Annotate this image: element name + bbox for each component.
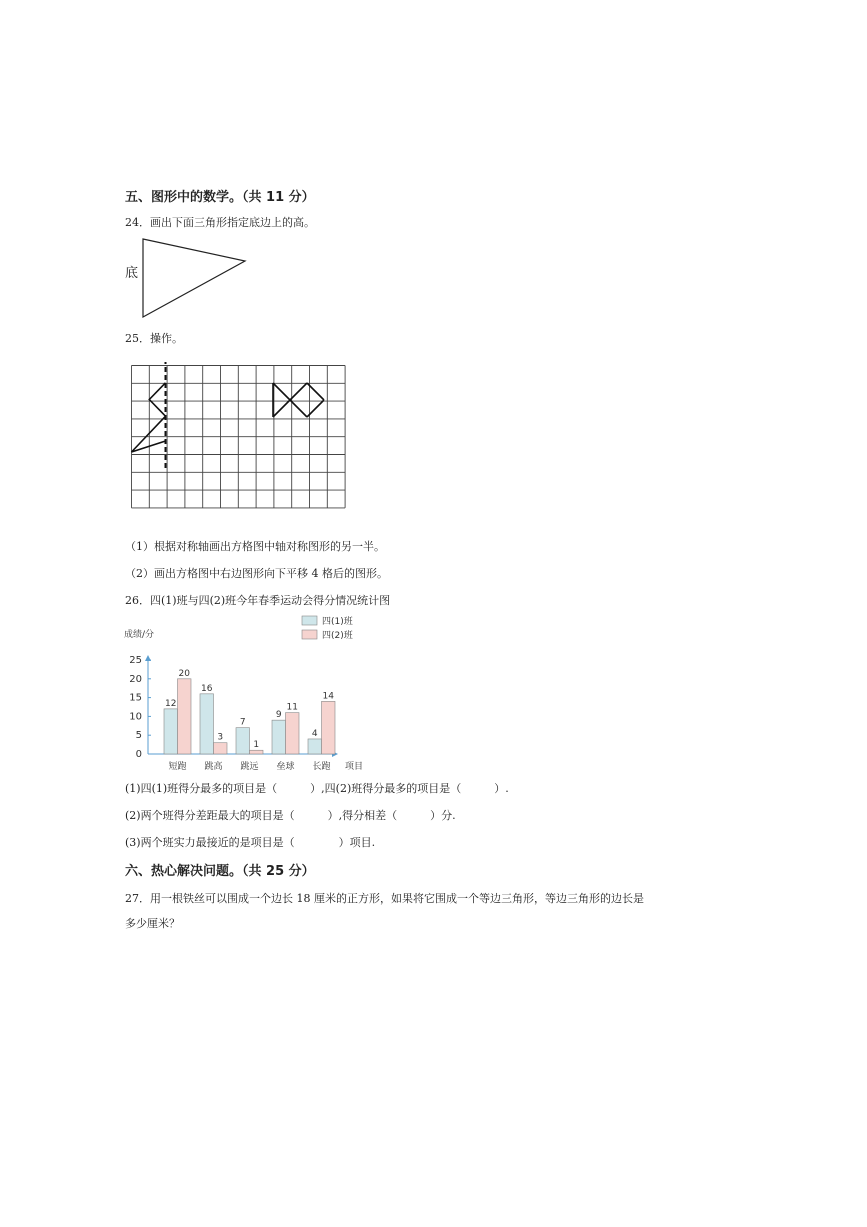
q24-text: 24．画出下面三角形指定底边上的高。 xyxy=(125,216,315,229)
bar xyxy=(214,743,228,754)
bar xyxy=(322,701,336,754)
y-tick-label: 0 xyxy=(135,749,142,760)
y-tick-label: 15 xyxy=(129,692,142,704)
bar xyxy=(308,739,322,754)
bar-chart xyxy=(115,612,385,774)
grid-lines xyxy=(132,366,346,508)
bar-value-label: 7 xyxy=(239,717,246,728)
q25-sub1: （1）根据对称轴画出方格图中轴对称图形的另一半。 xyxy=(125,540,385,553)
y-axis-label: 成绩/分 xyxy=(124,630,155,640)
q25-grid xyxy=(128,362,350,510)
chart-root xyxy=(124,615,363,772)
bar xyxy=(236,728,250,754)
q26-sub3: (3)两个班实力最接近的是项目是（ ）项目. xyxy=(125,836,376,849)
bowtie-figure xyxy=(273,383,324,417)
bar-value-label: 14 xyxy=(322,691,334,702)
bar xyxy=(250,750,264,754)
q27-line1: 27．用一根铁丝可以围成一个边长 18 厘米的正方形，如果将它围成一个等边三角形，等边三角形的边长是 xyxy=(125,892,644,905)
bar-value-label: 12 xyxy=(165,698,177,709)
legend-swatch xyxy=(302,616,317,625)
bar-value-label: 9 xyxy=(275,710,282,721)
bar xyxy=(178,679,192,754)
q25-sub2: （2）画出方格图中右边图形向下平移 4 格后的图形。 xyxy=(125,567,388,580)
bar-value-label: 20 xyxy=(178,668,190,679)
bar-value-label: 16 xyxy=(201,683,213,694)
q25-text: 25．操作。 xyxy=(125,332,183,345)
x-tick-label: 跳远 xyxy=(240,762,259,772)
bar xyxy=(200,694,214,754)
half-figure-top xyxy=(149,383,165,416)
base-label: 底 xyxy=(125,266,139,281)
x-tick-label: 垒球 xyxy=(276,762,295,772)
q26-text: 26．四(1)班与四(2)班今年春季运动会得分情况统计图 xyxy=(125,594,391,607)
x-tick-label: 跳高 xyxy=(204,762,223,772)
q24-triangle xyxy=(120,236,260,326)
q26-sub2: (2)两个班得分差距最大的项目是（ ）,得分相差（ ）分. xyxy=(125,809,456,822)
legend-swatch xyxy=(302,630,317,639)
bar xyxy=(272,720,286,754)
bar-value-label: 3 xyxy=(217,732,224,743)
legend-label: 四(2)班 xyxy=(322,631,353,641)
bar-value-label: 4 xyxy=(311,728,318,739)
x-axis-label: 项目 xyxy=(345,762,364,772)
y-tick-label: 5 xyxy=(135,730,142,742)
half-figure-bottom xyxy=(132,416,166,452)
q27-line2: 多少厘米？ xyxy=(125,917,180,930)
q26-sub1: (1)四(1)班得分最多的项目是（ ）,四(2)班得分最多的项目是（ ）. xyxy=(125,782,509,795)
bar-value-label: 11 xyxy=(286,702,298,713)
bar-value-label: 1 xyxy=(253,740,260,751)
bar xyxy=(286,713,300,754)
triangle-shape xyxy=(143,239,245,317)
y-tick-label: 20 xyxy=(129,673,142,685)
x-tick-label: 短跑 xyxy=(168,762,187,772)
section-5-title: 五、图形中的数学。（共 11 分） xyxy=(125,190,315,205)
legend-label: 四(1)班 xyxy=(322,617,353,627)
bar xyxy=(164,709,178,754)
section-6-title: 六、热心解决问题。（共 25 分） xyxy=(125,864,315,879)
y-tick-label: 25 xyxy=(129,655,142,666)
x-tick-label: 长跑 xyxy=(312,762,331,772)
y-tick-label: 10 xyxy=(129,711,142,723)
